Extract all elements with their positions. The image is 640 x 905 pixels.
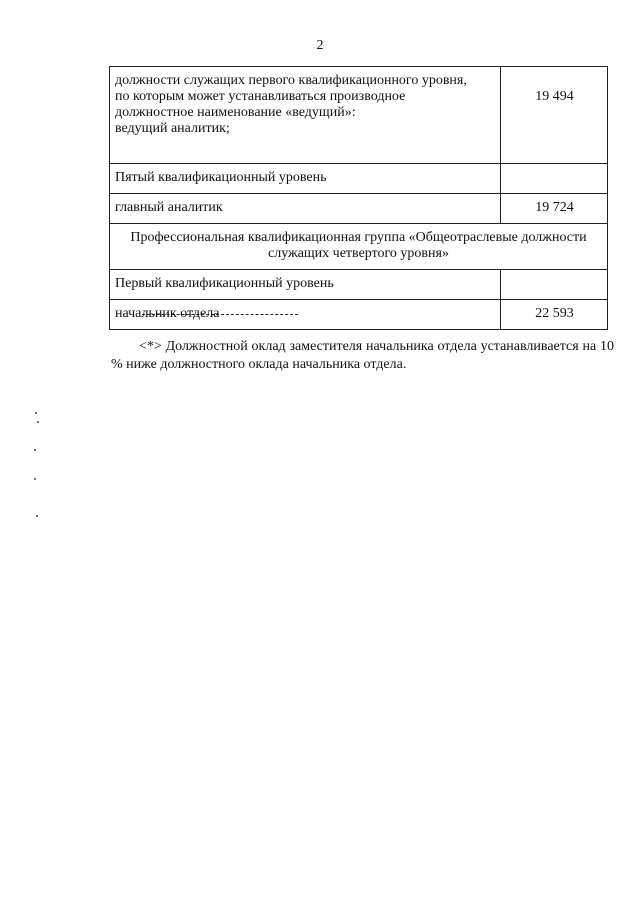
table-row <box>110 270 608 300</box>
position-line: должности служащих первого квалификационного уровня, <box>115 73 467 88</box>
group-heading-line: служащих четвертого уровня» <box>268 246 449 261</box>
salary-value-cell <box>501 164 608 194</box>
table-row <box>110 224 608 270</box>
table-row <box>110 194 608 224</box>
group-heading-cell <box>110 224 608 270</box>
level-cell: Пятый квалификационный уровень <box>110 164 501 194</box>
table-row <box>110 67 608 164</box>
footnote-text: <*> Должностной оклад заместителя начальника отдела устанавливается на 10 % ниже должностного оклада начальника отдела. <box>111 339 614 372</box>
position-cell: начальник отдела <box>110 300 501 330</box>
position-line: ведущий аналитик; <box>115 121 230 136</box>
level-cell: Первый квалификационный уровень <box>110 270 501 300</box>
scan-speck <box>37 421 39 423</box>
salary-value-cell: 19 724 <box>501 194 608 224</box>
salary-table <box>109 66 608 330</box>
position-cell <box>110 67 501 164</box>
position-line: по которым может устанавливаться производное <box>115 89 406 104</box>
scan-speck <box>35 412 37 414</box>
scan-speck <box>34 478 36 480</box>
salary-value-cell: 19 494 <box>501 67 608 164</box>
position-cell: главный аналитик <box>110 194 501 224</box>
position-line: должностное наименование «ведущий»: <box>115 105 356 120</box>
scan-speck <box>36 515 38 517</box>
page-number: 2 <box>316 38 324 53</box>
salary-value-cell <box>501 270 608 300</box>
footnote-separator <box>142 314 298 315</box>
salary-value-cell: 22 593 <box>501 300 608 330</box>
group-heading-line: Профессиональная квалификационная группа «Общеотраслевые должности <box>130 230 587 245</box>
scan-speck <box>34 449 36 451</box>
table-row <box>110 164 608 194</box>
footnote <box>111 338 614 374</box>
